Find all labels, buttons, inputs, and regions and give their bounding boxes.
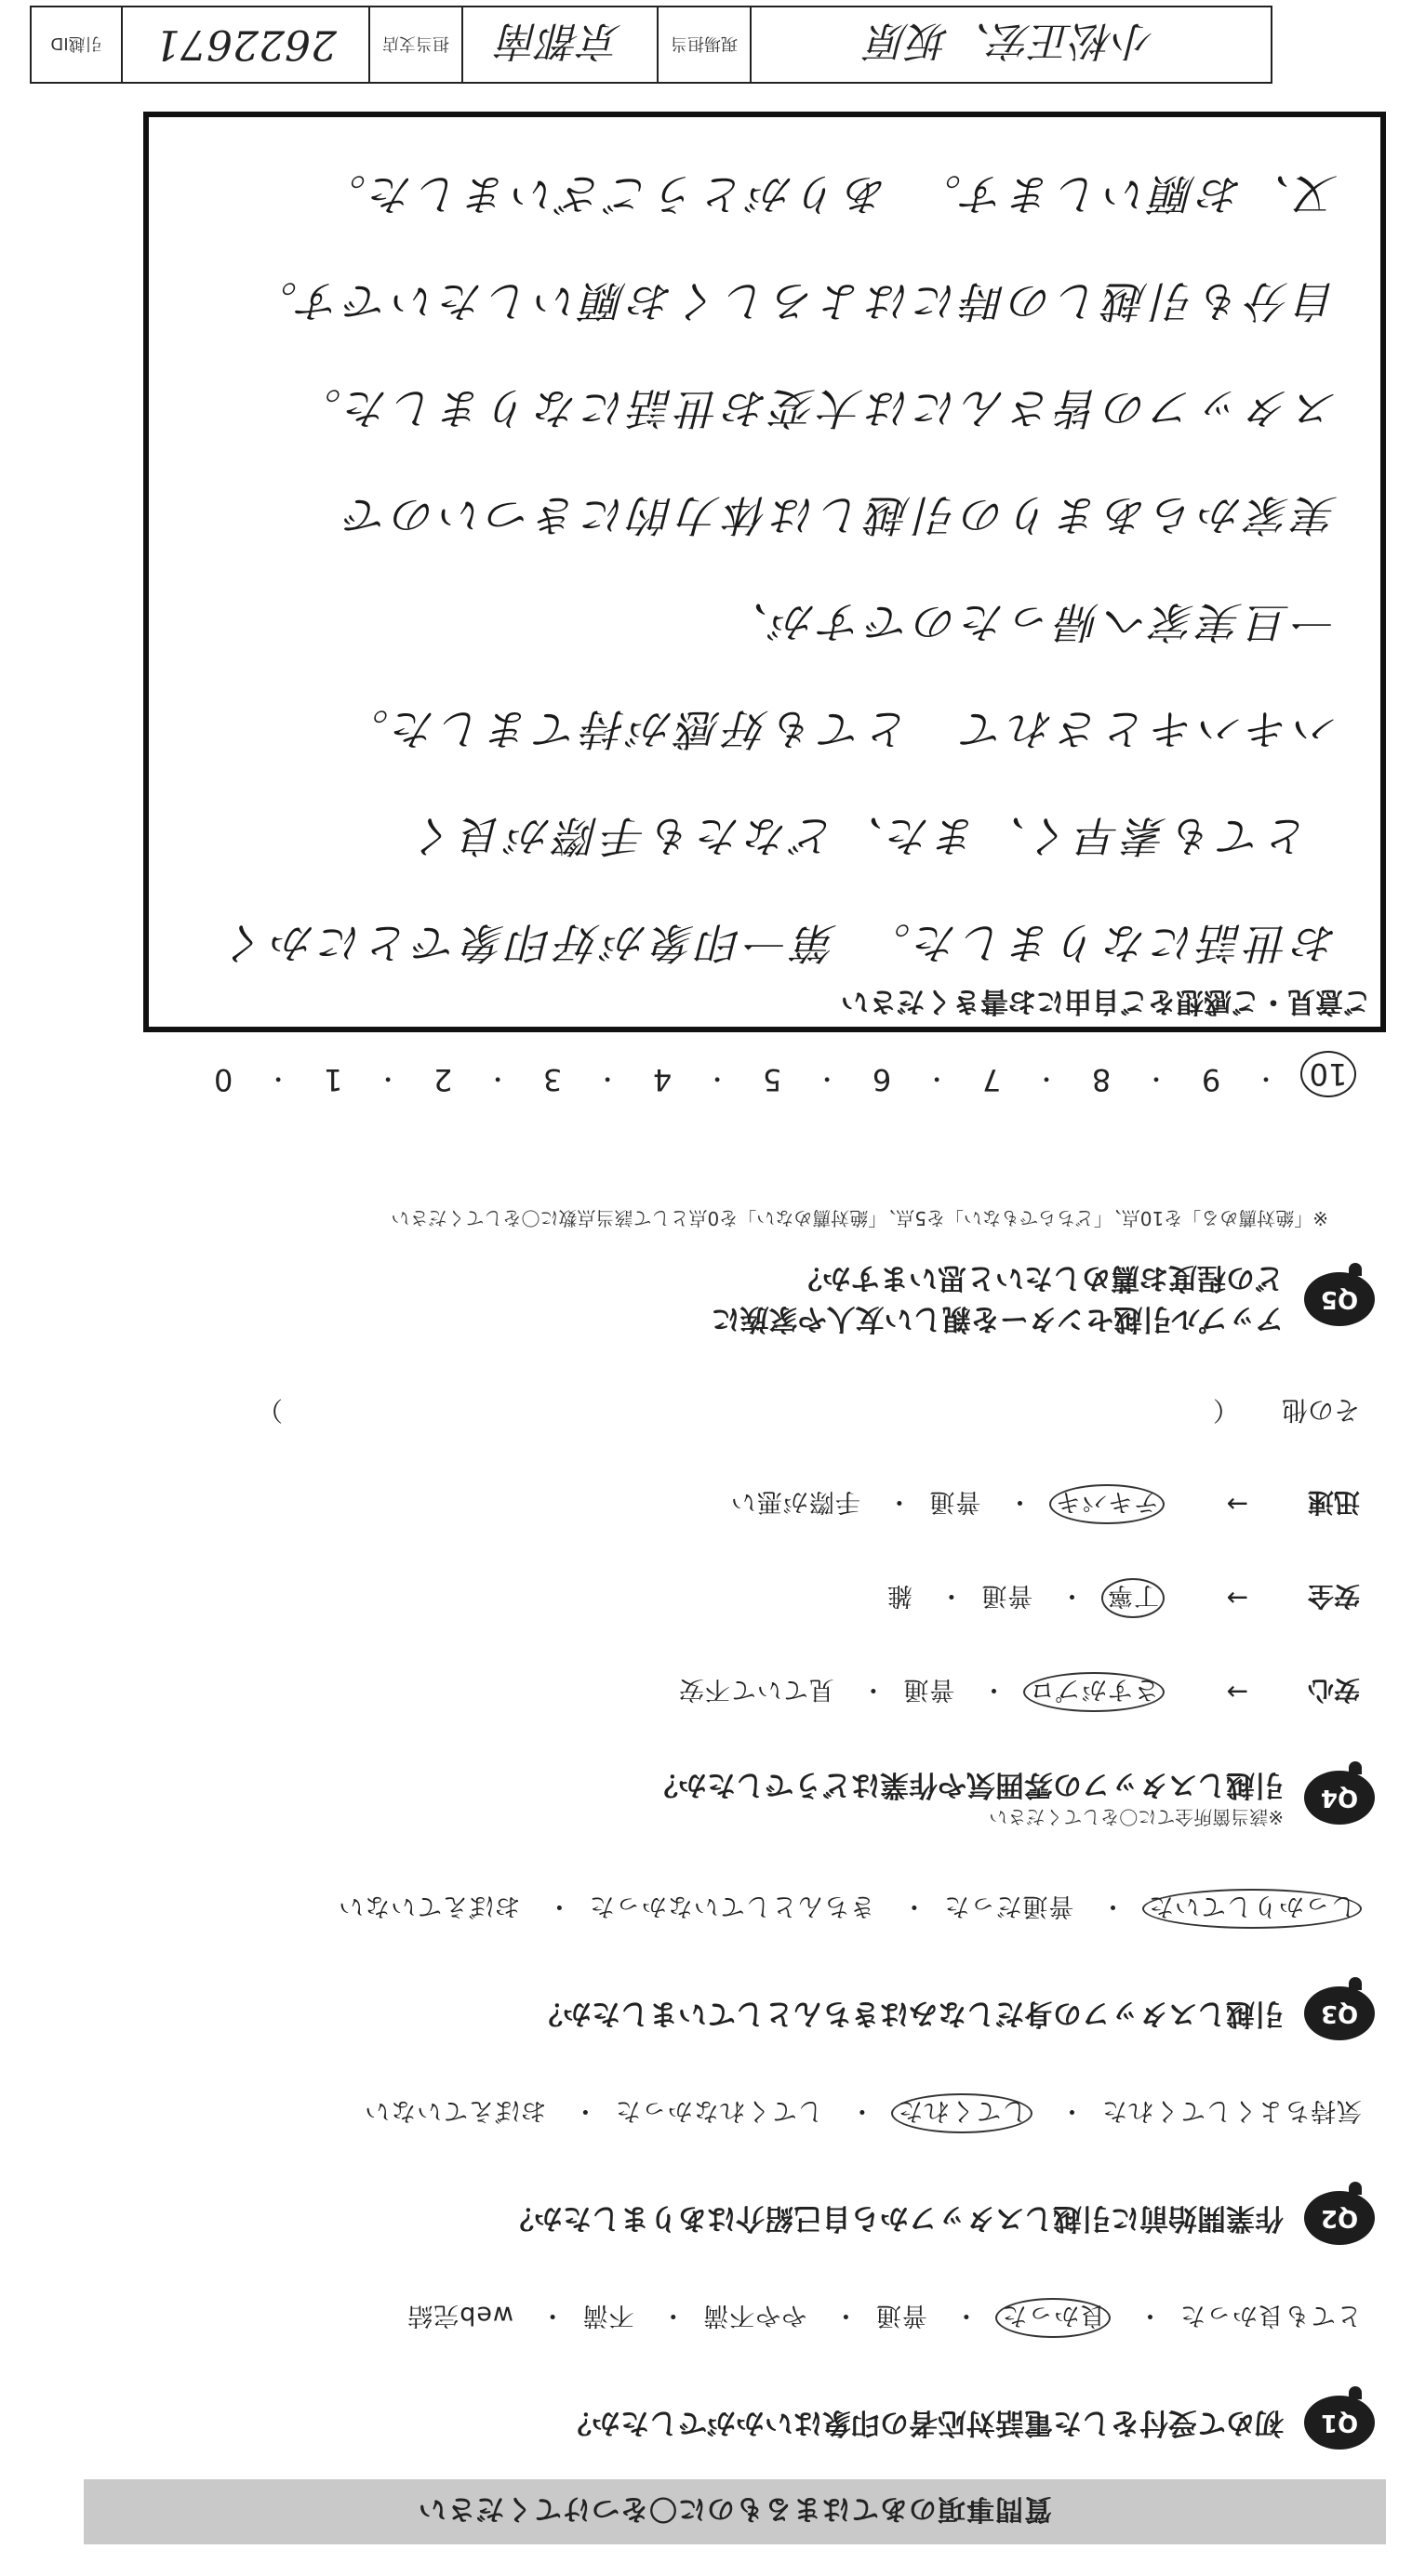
q1-option-selected[interactable]: 良かった — [995, 2298, 1111, 2338]
arrow-right-icon: → — [1226, 1677, 1248, 1707]
q1-option[interactable]: 不満 — [581, 2301, 634, 2330]
q4-other-close: ） — [256, 1395, 283, 1426]
q4-option-selected[interactable]: さすがプロ — [1023, 1672, 1165, 1712]
comment-box-title: ご意見・ご感想をご自由にお書きください — [841, 985, 1371, 1017]
branch-value-cell — [461, 7, 657, 82]
q2-badge-icon: Q2 — [1304, 2191, 1375, 2245]
q2-option-selected[interactable]: してくれた — [891, 2093, 1032, 2133]
move-info-table — [30, 6, 1272, 84]
score-option[interactable]: 5 — [762, 1062, 782, 1097]
q5-note: ※「絶対薦める」を10点、「どちらでもない」を5点、「絶対薦めない」を0点として該当点数に〇をしてください — [391, 1207, 1328, 1229]
score-option[interactable]: 9 — [1201, 1062, 1221, 1097]
comment-line: お世話になりました。 第一印象が好印象でとにかく — [220, 918, 1338, 968]
q4-row-jinsoku: 迅速 → テキパキ・ 普通・ 手際が悪い — [257, 1484, 1360, 1524]
q2-option[interactable]: してくれなかった — [614, 2096, 823, 2125]
q4-row-label: 安心 — [1307, 1675, 1360, 1706]
arrow-right-icon: → — [1226, 1489, 1248, 1520]
q3-option[interactable]: きちんとしていなかった — [588, 1892, 875, 1920]
staff-label: 現場担当 — [671, 33, 738, 53]
q1-option[interactable]: 普通 — [874, 2301, 927, 2330]
question-5 — [392, 1206, 1375, 1339]
q5-question-line1: アップル引越センターを親しい友人や家族に — [711, 1302, 1284, 1335]
score-option[interactable]: 8 — [1091, 1062, 1112, 1097]
q2-options: 気持ちよくしてくれた・ してくれた・ してくれなかった・ おぼえていない — [364, 2093, 1362, 2133]
branch-value: 京都南 — [499, 17, 621, 64]
q4-question: 引越しスタッフの雰囲気や作業はどうでしたか？ — [649, 1768, 1284, 1801]
q4-other-row — [257, 1393, 1360, 1430]
score-option[interactable]: 6 — [872, 1062, 892, 1097]
q4-option[interactable]: 雑 — [886, 1581, 912, 1610]
question-1 — [406, 2298, 1375, 2450]
score-option[interactable]: 1 — [323, 1062, 343, 1097]
q4-option[interactable]: 普通 — [902, 1675, 955, 1704]
q1-question: 初めて受付をした電話対応者の印象はいかがでしたか？ — [563, 2406, 1284, 2439]
score-option[interactable]: 4 — [652, 1062, 673, 1097]
q4-option-selected[interactable]: テキパキ — [1049, 1484, 1165, 1524]
comment-box[interactable] — [143, 112, 1386, 1032]
q3-badge-icon: Q3 — [1304, 1986, 1375, 2040]
comment-line: 自分も引越しの時にはよろしくお願いしたいです。 — [249, 276, 1338, 326]
q3-option[interactable]: おぼえていない — [338, 1892, 521, 1920]
q4-other-open: （ — [1212, 1395, 1239, 1426]
q3-option[interactable]: 普通だった — [943, 1892, 1074, 1920]
instructions-text: 質問事項のあてはまるものに〇をつけてください — [418, 2492, 1052, 2525]
staff-value-cell — [750, 7, 1271, 82]
q4-option[interactable]: 手際が悪い — [729, 1487, 860, 1516]
q4-row-anshin: 安心 → さすがプロ・ 普通・ 見ていて不安 — [257, 1672, 1360, 1712]
q1-options: とても良かった・ 良かった・ 普通・ やや不満・ 不満・ web完結 — [406, 2298, 1362, 2338]
comment-line: ハキハキとされて とても好感が持てました。 — [341, 704, 1338, 754]
comment-line: 又、お願いします。 ありがとうございました。 — [318, 169, 1338, 219]
score-option[interactable]: 3 — [542, 1062, 563, 1097]
q4-note: ※該当箇所全てに〇をしてください — [989, 1806, 1284, 1828]
q1-option[interactable]: とても良かった — [1179, 2301, 1362, 2330]
instructions-banner — [84, 2479, 1386, 2544]
q1-option[interactable]: web完結 — [406, 2301, 514, 2330]
q1-option[interactable]: やや不満 — [702, 2301, 807, 2330]
score-option[interactable]: 0 — [213, 1062, 233, 1097]
q4-option[interactable]: 普通 — [928, 1487, 981, 1516]
comment-line: 実家からあまりの引越しは体力的にきついので — [341, 490, 1338, 540]
q2-option[interactable]: おぼえていない — [364, 2096, 547, 2125]
comment-line: とても素早く、また、どなたも手際が良く — [408, 811, 1310, 861]
comment-line: スタッフの皆さんには大変お世話になりました。 — [294, 383, 1338, 433]
q3-options: しっかりしていた・ 普通だった・ きちんとしていなかった・ おぼえていない — [338, 1889, 1362, 1929]
comment-line: 一旦実家へ帰ったのですが、 — [721, 597, 1338, 647]
q4-option[interactable]: 見ていて不安 — [677, 1675, 834, 1704]
q4-row-label: 迅速 — [1307, 1487, 1360, 1519]
question-2 — [364, 2093, 1375, 2245]
q2-question: 作業開始前に引越しスタッフから自己紹介はありましたか？ — [505, 2201, 1284, 2235]
q4-row-label: 安全 — [1307, 1581, 1360, 1613]
question-4 — [257, 1393, 1375, 1832]
q4-badge-icon: Q4 — [1304, 1772, 1375, 1826]
q4-option-selected[interactable]: 丁寧 — [1101, 1578, 1165, 1618]
q4-option[interactable]: 普通 — [980, 1581, 1033, 1610]
id-value-cell — [121, 7, 368, 82]
staff-label-cell — [657, 7, 750, 82]
staff-value: 小松正宏、坂原 — [868, 17, 1154, 64]
question-3 — [338, 1889, 1375, 2040]
q5-question-line2: どの程度お薦めしたいと思いますか？ — [793, 1261, 1284, 1295]
q3-option-selected[interactable]: しっかりしていた — [1142, 1889, 1362, 1929]
id-label: 引越ID — [50, 33, 102, 53]
q2-option[interactable]: 気持ちよくしてくれた — [1101, 2096, 1362, 2125]
q4-row-anzen: 安全 → 丁寧・ 普通・ 雑 — [257, 1578, 1360, 1618]
branch-label-cell — [368, 7, 461, 82]
q5-score-scale: 10 ・ 9 ・ 8 ・ 7 ・ 6 ・ 5 ・ 4 ・ 3 ・ 2 ・ 1 ・ 0 — [203, 1051, 1356, 1097]
arrow-right-icon: → — [1226, 1583, 1248, 1613]
score-option[interactable]: 7 — [981, 1062, 1002, 1097]
id-value: 2622671 — [154, 20, 337, 69]
q4-other-label: その他 — [1281, 1395, 1360, 1426]
q3-question: 引越しスタッフの身だしなみはきちんとしていましたか？ — [534, 1997, 1284, 2030]
branch-label: 担当支店 — [382, 33, 449, 53]
q1-badge-icon: Q1 — [1304, 2396, 1375, 2450]
id-label-cell — [32, 7, 121, 82]
score-option-selected[interactable]: 10 — [1300, 1051, 1356, 1097]
q5-badge-icon: Q5 — [1304, 1272, 1375, 1326]
score-option[interactable]: 2 — [433, 1062, 453, 1097]
